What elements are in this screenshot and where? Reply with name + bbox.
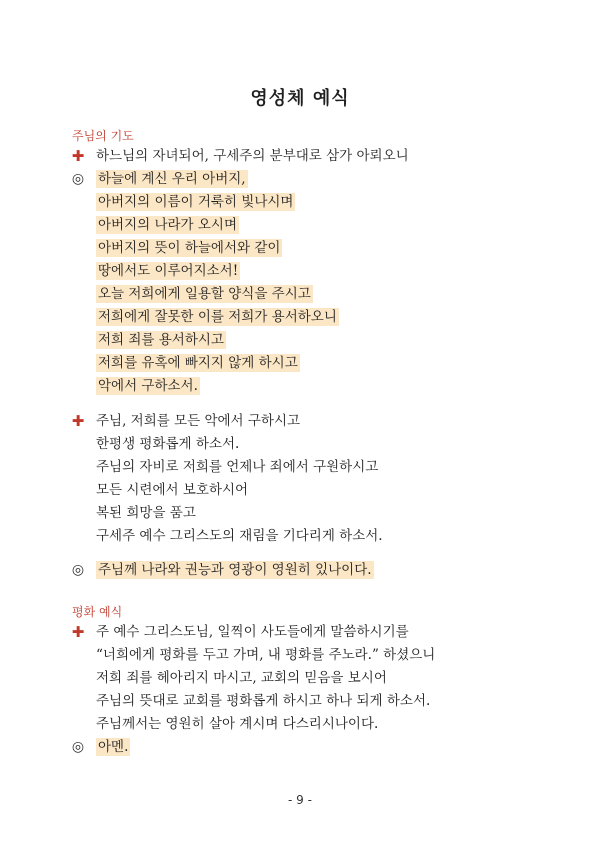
prayer-line-text: 오늘 저희에게 일용할 양식을 주시고 xyxy=(98,286,311,302)
page-number: - 9 - xyxy=(288,793,312,807)
prayer-line xyxy=(96,286,313,302)
section-heading-peace-rite: 평화 예식 xyxy=(72,605,123,619)
prayer-line xyxy=(96,378,200,394)
peace-line: 주님께서는 영원히 살아 계시며 다스리시나이다. xyxy=(96,716,379,732)
prayer-line-text: 저희에게 잘못한 이를 저희가 용서하오니 xyxy=(98,309,337,325)
page-title: 영성체 예식 xyxy=(250,88,350,109)
people-circle-icon: ◎ xyxy=(71,562,85,578)
priest-line: 하느님의 자녀되어, 구세주의 분부대로 삼가 아뢰오니 xyxy=(96,148,409,164)
doxology-line xyxy=(96,562,374,578)
prayer-line-text: 아버지의 나라가 오시며 xyxy=(98,217,237,233)
prayer-line-text: 저희를 유혹에 빠지지 않게 하시고 xyxy=(98,355,298,371)
prayer-line xyxy=(96,355,300,371)
prayer-line-text: 아버지의 뜻이 하늘에서와 같이 xyxy=(98,240,281,256)
peace-line: 주님의 뜻대로 교회를 평화롭게 하시고 하나 되게 하소서. xyxy=(96,693,431,709)
embolism-line: 복된 희망을 품고 xyxy=(96,505,196,521)
embolism-line: 구세주 예수 그리스도의 재림을 기다리게 하소서. xyxy=(96,528,383,544)
prayer-line xyxy=(96,217,239,233)
prayer-line-text: 저희 죄를 용서하시고 xyxy=(98,332,224,348)
prayer-line xyxy=(96,240,282,256)
priest-cross-icon: ✚ xyxy=(71,623,85,641)
peace-line: 주 예수 그리스도님, 일찍이 사도들에게 말씀하시기를 xyxy=(96,624,409,640)
embolism-line: 주님의 자비로 저희를 언제나 죄에서 구원하시고 xyxy=(96,459,379,475)
prayer-line xyxy=(96,332,226,348)
peace-line: “너희에게 평화를 두고 가며, 내 평화를 주노라.” 하셨으니 xyxy=(96,647,436,663)
prayer-line-text: 땅에서도 이루어지소서! xyxy=(98,263,239,279)
prayer-line-text: 아버지의 이름이 거룩히 빛나시며 xyxy=(98,194,294,210)
prayer-line-text: 악에서 구하소서. xyxy=(98,378,198,394)
doxology-text: 주님께 나라와 권능과 영광이 영원히 있나이다. xyxy=(98,562,372,578)
peace-line: 저희 죄를 헤아리지 마시고, 교회의 믿음을 보시어 xyxy=(96,670,387,686)
prayer-line xyxy=(96,309,339,325)
amen-text: 아멘. xyxy=(98,739,129,755)
amen-line xyxy=(96,739,130,755)
priest-cross-icon: ✚ xyxy=(71,147,85,165)
embolism-line: 한평생 평화롭게 하소서. xyxy=(96,436,240,452)
embolism-line: 주님, 저희를 모든 악에서 구하시고 xyxy=(96,413,301,429)
people-circle-icon: ◎ xyxy=(71,739,85,755)
people-circle-icon: ◎ xyxy=(71,171,85,187)
prayer-line-text: 하늘에 계신 우리 아버지, xyxy=(98,171,246,187)
priest-cross-icon: ✚ xyxy=(71,412,85,430)
prayer-line xyxy=(96,194,295,210)
prayer-line xyxy=(96,263,240,279)
prayer-line xyxy=(96,171,248,187)
section-heading-lords-prayer: 주님의 기도 xyxy=(72,129,134,143)
embolism-line: 모든 시련에서 보호하시어 xyxy=(96,482,249,498)
